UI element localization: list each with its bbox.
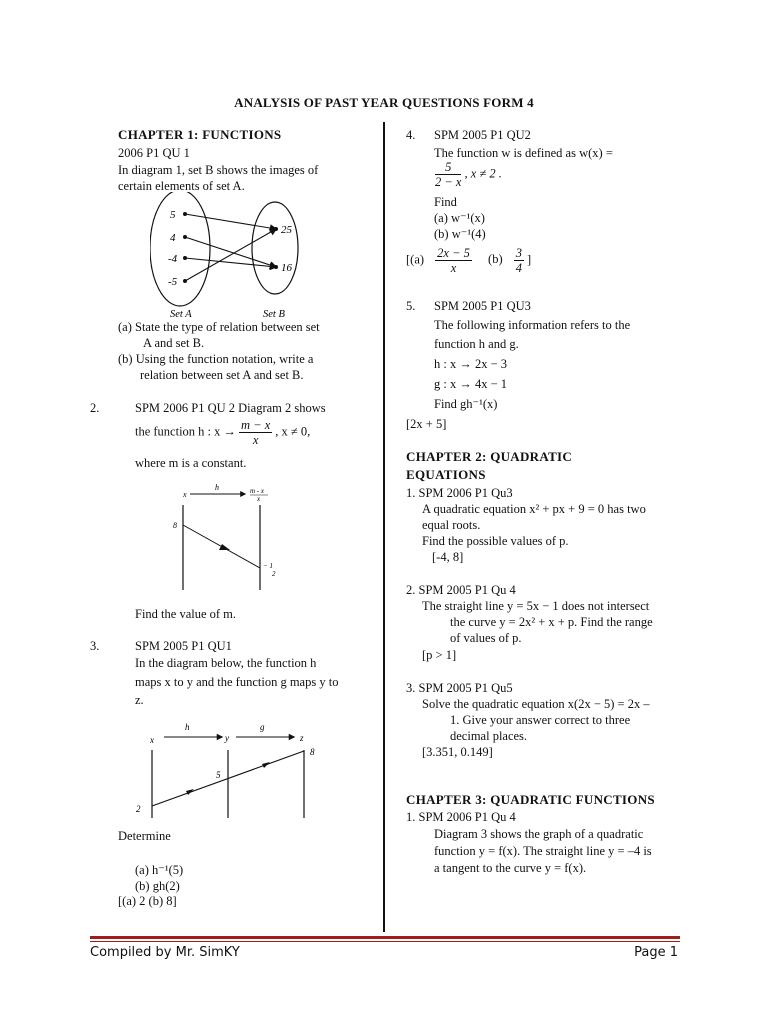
set-a-ellipse — [150, 192, 210, 306]
q1-text-line1: In diagram 1, set B shows the images of — [118, 163, 319, 177]
page-title: ANALYSIS OF PAST YEAR QUESTIONS FORM 4 — [234, 95, 534, 110]
q3-line3: maps x to y and the function g maps y to — [135, 675, 339, 689]
column-divider — [383, 122, 385, 932]
q5-number: 5. — [406, 299, 416, 313]
q4-line1: SPM 2005 P1 QU2 — [434, 128, 531, 142]
q1-part-a-line1: (a) State the type of relation between set — [118, 320, 320, 334]
q4-fraction: $\frac{5}{2 - x}$ — [435, 160, 462, 189]
c2q1-line4: Find the possible values of p. — [422, 534, 569, 548]
c2q3-answer: [3.351, 0.149] — [422, 745, 493, 759]
svg-text:2: 2 — [272, 570, 276, 578]
footer-page-number: Page 1 — [634, 945, 678, 960]
q4-number: 4. — [406, 128, 416, 142]
c2q1-line2: A quadratic equation x² + px + 9 = 0 has two — [422, 502, 646, 516]
q5-line2: The following information refers to the — [434, 318, 631, 332]
c2q2-line2: The straight line y = 5x − 1 does not intersect — [422, 599, 650, 613]
q4-part-a: (a) w⁻¹(x) — [434, 211, 485, 225]
svg-text:x: x — [150, 735, 154, 745]
q1-part-a-line2: A and set B. — [143, 336, 205, 350]
q4-line2: The function w is defined as w(x) = — [434, 146, 613, 160]
svg-text:h: h — [215, 483, 219, 492]
diagram-3-composite-function — [132, 718, 332, 823]
set-b-elem-25: 25 — [281, 224, 292, 236]
q3-part-a: (a) h⁻¹(5) — [135, 863, 184, 877]
c2q2-line4: of values of p. — [450, 631, 522, 645]
svg-text:m - x: m - x — [250, 487, 264, 495]
q3-determine: Determine — [118, 829, 171, 843]
c3q1-line1: 1. SPM 2006 P1 Qu 4 — [406, 810, 516, 824]
chapter-2-heading-line2: EQUATIONS — [406, 467, 486, 482]
q2-find: Find the value of m. — [135, 607, 237, 621]
diagram-1-set-mapping — [150, 192, 320, 322]
q3-number: 3. — [90, 639, 100, 653]
q5-answer: [2x + 5] — [406, 417, 447, 431]
q4-find: Find — [434, 195, 457, 209]
chapter-1-heading: CHAPTER 1: FUNCTIONS — [118, 127, 282, 142]
set-a-elem-neg5: -5 — [168, 276, 178, 288]
c2q1-line1: 1. SPM 2006 P1 Qu3 — [406, 486, 513, 500]
svg-text:5: 5 — [216, 770, 221, 780]
footer-rule-thick — [90, 936, 680, 939]
q4-condition: , x ≠ 2 . — [464, 166, 502, 181]
q2-number: 2. — [90, 401, 100, 415]
q4-answer-b-fraction: $\frac{3}{4}$ — [515, 246, 522, 275]
c2q2-answer: [p > 1] — [422, 648, 457, 662]
svg-text:z: z — [300, 733, 304, 743]
q3-part-b: (b) gh(2) — [135, 879, 180, 893]
q3-line2: In the diagram below, the function h — [135, 656, 317, 670]
set-b-label: Set B — [263, 309, 285, 320]
c3q1-line3: function y = f(x). The straight line y = –4 is — [434, 844, 652, 858]
q5-find: Find gh⁻¹(x) — [434, 397, 498, 411]
diagram-2-function-h — [170, 480, 290, 595]
footer-author: Compiled by Mr. SimKY — [90, 945, 240, 960]
q4-definition — [432, 160, 502, 189]
q4-answer-a-fraction: $\frac{2x - 5}{x}$ — [437, 246, 470, 275]
set-b-ellipse — [252, 202, 298, 294]
set-a-elem-4: 4 — [170, 232, 176, 244]
set-b-elem-16: 16 — [281, 262, 292, 274]
q3-line4: z. — [135, 693, 144, 707]
svg-text:g: g — [260, 722, 265, 732]
c3q1-line2: Diagram 3 shows the graph of a quadratic — [434, 827, 644, 841]
q5-h-function: h : x → 2x − 3 — [434, 357, 508, 371]
q1-source: 2006 P1 QU 1 — [118, 146, 190, 160]
q5-g-function: g : x → 4x − 1 — [434, 377, 508, 391]
svg-text:− 1: − 1 — [263, 562, 273, 570]
set-a-elem-neg4: -4 — [168, 253, 178, 265]
set-a-elem-5: 5 — [170, 209, 176, 221]
svg-text:2: 2 — [136, 804, 141, 814]
chapter-2-heading-line1: CHAPTER 2: QUADRATIC — [406, 449, 573, 464]
svg-text:8: 8 — [310, 747, 315, 757]
q4-answer: [(a) $\frac{2x - 5}{x}$ (b) $\frac{3}{4}$ ] — [406, 246, 532, 275]
svg-text:x: x — [183, 490, 187, 499]
chapter-3-heading: CHAPTER 3: QUADRATIC FUNCTIONS — [406, 792, 655, 807]
q2-line3: where m is a constant. — [135, 456, 247, 470]
q2-line1: SPM 2006 P1 QU 2 Diagram 2 shows — [135, 401, 326, 415]
q3-line1: SPM 2005 P1 QU1 — [135, 639, 232, 653]
q5-line1: SPM 2005 P1 QU3 — [434, 299, 531, 313]
q2-func-suffix: , x ≠ 0, — [275, 424, 311, 439]
svg-text:h: h — [185, 722, 190, 732]
q2-func-prefix: the function h : x → — [135, 424, 237, 439]
c2q3-line4: decimal places. — [450, 729, 528, 743]
c2q1-line3: equal roots. — [422, 518, 481, 532]
svg-text:x: x — [257, 495, 261, 503]
set-a-label: Set A — [170, 309, 192, 320]
c2q3-line1: 3. SPM 2005 P1 Qu5 — [406, 681, 513, 695]
q2-function-line — [135, 418, 310, 447]
svg-text:8: 8 — [173, 521, 177, 530]
footer-rule-thin — [90, 941, 680, 942]
c3q1-line4: a tangent to the curve y = f(x). — [434, 861, 587, 875]
q1-part-b-line2: relation between set A and set B. — [140, 368, 304, 382]
svg-text:y: y — [225, 733, 229, 743]
q1-part-b-line1: (b) Using the function notation, write a — [118, 352, 314, 366]
c2q2-line1: 2. SPM 2005 P1 Qu 4 — [406, 583, 516, 597]
c2q2-line3: the curve y = 2x² + x + p. Find the range — [450, 615, 653, 629]
q3-answer: [(a) 2 (b) 8] — [118, 894, 177, 908]
q5-line3: function h and g. — [434, 337, 519, 351]
c2q3-line2: Solve the quadratic equation x(2x − 5) = 2x – — [422, 697, 650, 711]
c2q3-line3: 1. Give your answer correct to three — [450, 713, 631, 727]
c2q1-answer: [-4, 8] — [432, 550, 464, 564]
q1-text-line2: certain elements of set A. — [118, 179, 245, 193]
q2-fraction: $\frac{m - x}{x}$ — [241, 418, 271, 447]
q4-part-b: (b) w⁻¹(4) — [434, 227, 486, 241]
